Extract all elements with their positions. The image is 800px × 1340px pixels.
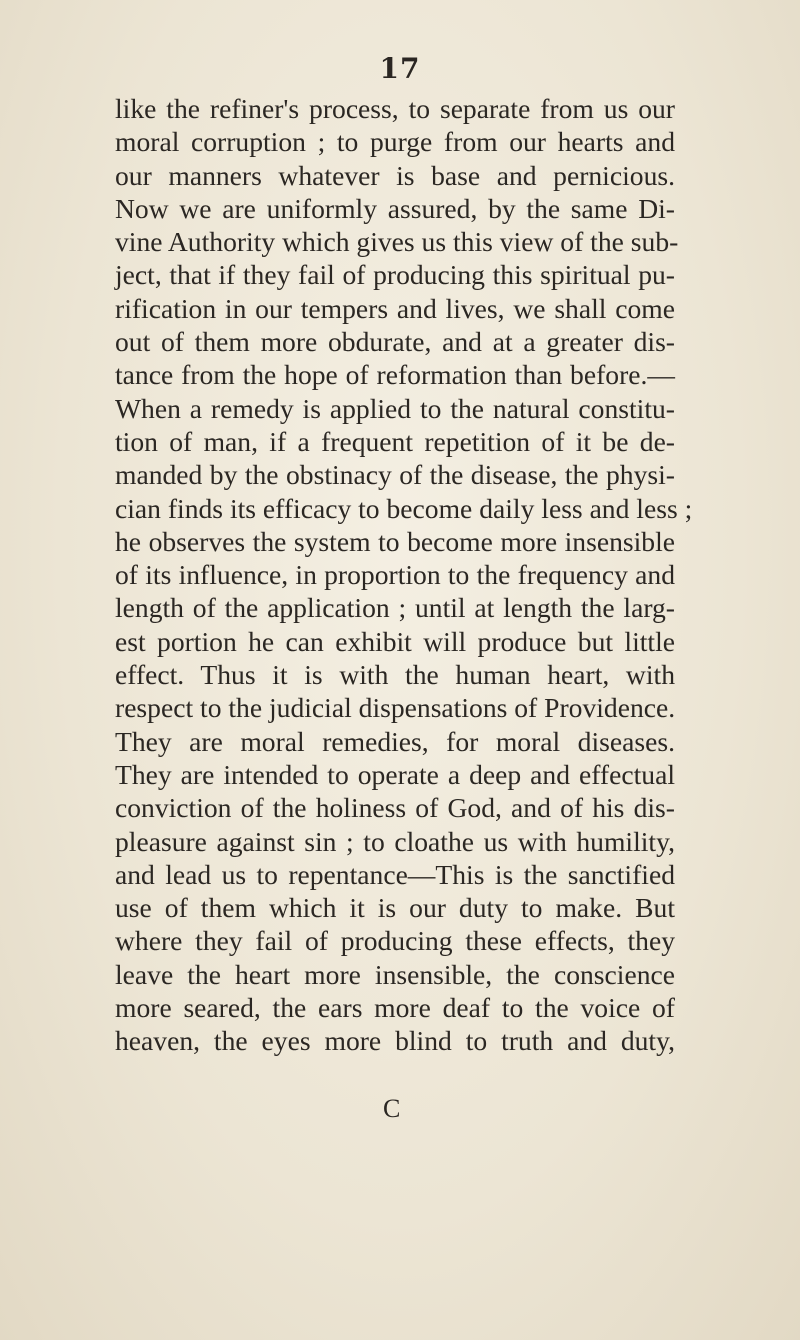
text-line: more seared, the ears more deaf to the voice of [115,992,675,1024]
text-line: pleasure against sin ; to cloathe us with humility, [115,825,675,857]
text-line: Now we are uniformly assured, by the same Di- [115,192,675,224]
text-line: rification in our tempers and lives, we shall come [115,292,675,324]
text-line: cian finds its efficacy to become daily less and less ; [115,492,693,524]
signature-mark: C [383,1094,401,1123]
text-line: tance from the hope of reformation than before.— [115,359,675,391]
text-line: leave the heart more insensible, the conscience [115,958,675,990]
text-line: he observes the system to become more insensible [115,525,675,557]
text-line: conviction of the holiness of God, and of his dis- [115,792,675,824]
page-number: 17 [379,52,421,85]
text-line: When a remedy is applied to the natural constitu- [115,392,675,424]
text-line: use of them which it is our duty to make. But [115,892,675,924]
text-line: and lead us to repentance—This is the sanctified [115,858,675,890]
text-line: like the refiner's process, to separate from us our [115,93,675,124]
text-line: est portion he can exhibit will produce but little [115,625,675,657]
text-line: They are moral remedies, for moral diseases. [115,725,675,757]
text-line: vine Authority which gives us this view of the sub- [115,226,679,258]
text-line: length of the application ; until at length the larg- [115,592,675,624]
text-line: our manners whatever is base and pernicious. [115,159,675,191]
text-line: effect. Thus it is with the human heart, with [115,659,675,691]
text-line: manded by the obstinacy of the disease, the physi- [115,459,675,491]
text-line: out of them more obdurate, and at a greater dis- [115,326,675,358]
text-line: They are intended to operate a deep and effectual [115,758,675,790]
text-line: of its influence, in proportion to the frequency and [115,559,675,591]
text-line: respect to the judicial dispensations of Providence. [115,692,676,724]
text-line: where they fail of producing these effects, they [115,925,675,957]
text-line: moral corruption ; to purge from our hearts and [115,126,675,158]
text-line: tion of man, if a frequent repetition of it be de- [115,425,675,457]
text-line: heaven, the eyes more blind to truth and duty, [115,1025,675,1057]
text-line: ject, that if they fail of producing this spiritual pu- [115,259,675,291]
body-text [115,92,693,1058]
